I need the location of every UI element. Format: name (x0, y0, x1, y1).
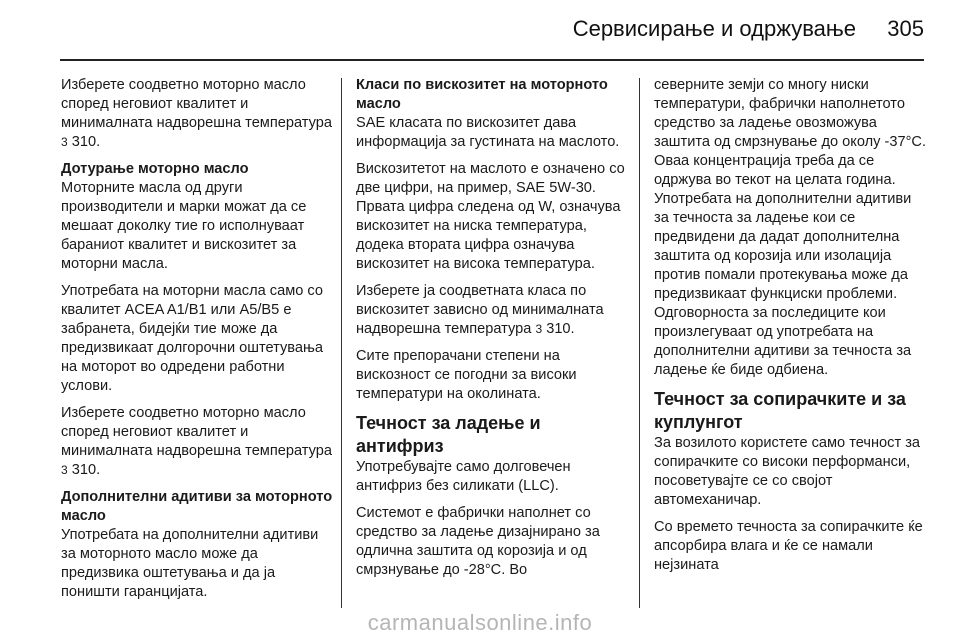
page-reference-icon: 3 (61, 135, 68, 149)
page-number: 305 (887, 16, 924, 41)
paragraph: Употребувајте само долговечен антифриз без силикати (LLC). (356, 459, 571, 494)
paragraph: SAE класата по вискозитет дава информација за густината на маслото. (356, 115, 620, 150)
paragraph: Изберете соодветно моторно масло според неговиот квалитет и минималната надворешна температура 3 310. (61, 77, 332, 150)
paragraph: Употребата на моторни масла само со квалитет ACEA A1/B1 или A5/B5 е забранета, бидејќи тие може да предизвикаат долгорочни оштетувања на моторот во одредени работни услови. (61, 283, 323, 394)
column-divider (341, 78, 342, 608)
paragraph: Сите препорачани степени на вискозност се погодни за високи температури на околината. (356, 348, 577, 402)
page-reference[interactable]: 310. (71, 462, 101, 478)
column-right (654, 76, 930, 583)
paragraph: Употребата на дополнителни адитиви за моторното масло може да предизвика оштетувања и да ја поништи гаранцијата. (61, 527, 319, 600)
page-reference[interactable]: 310. (546, 321, 575, 337)
paragraph: Моторните масла од други производители и марки можат да се мешаат доколку тие го исполнуваат бараниот квалитет и вискозитет за моторни масла. (61, 180, 307, 272)
page-header (0, 0, 960, 58)
column-middle (356, 76, 632, 588)
paragraph: За возилото користете само течност за сопирачките со високи перформанси, посоветувајте се со својот автомеханичар. (654, 435, 921, 508)
page-reference-icon: 3 (535, 322, 543, 336)
page-reference-icon: 3 (61, 463, 68, 477)
paragraph: Со времето течноста за сопирачките ќе апсорбира влага и ќе се намали нејзината (654, 519, 923, 573)
watermark: carmanualsonline.info (367, 610, 593, 635)
paragraph: северните земји со многу ниски температури, фабрички наполнетото средство за ладење овозможува заштита од смрзнување до околу -37°C. Оваа концентрација треба да се одржува во текот на целата година. (654, 77, 927, 188)
header-rule (60, 59, 924, 61)
paragraph: Системот е фабрички наполнет со средство за ладење дизајнирано за одлична заштита од корозија и од смрзнување до -28°C. Во (356, 505, 600, 578)
heading-topping-up-oil: Дотурање моторно масло (61, 161, 249, 177)
column-divider (639, 78, 640, 608)
page-reference[interactable]: 310. (71, 134, 101, 150)
paragraph: Употребата на дополнителни адитиви за течноста за ладење кои се предвидени да дадат дополнителна заштита од корозија или изолација против помали протекувања може да предизвикаат функциски проблеми. Одговорноста за последиците кои произлегуваат од употребата на дополнителни адитиви за течноста за ладење ќе биде одбиена. (654, 191, 912, 378)
column-left (61, 76, 337, 610)
heading-coolant-antifreeze: Течност за ладење и антифриз (356, 413, 541, 456)
paragraph: Изберете соодветно моторно масло според неговиот квалитет и минималната надворешна температура 3 310. (61, 405, 332, 478)
heading-viscosity-classes: Класи по вискозитет на моторното масло (356, 77, 608, 112)
paragraph: Вискозитетот на маслото е означено со две цифри, на пример, SAE 5W-30. Првата цифра следена од W, означува вискозитет на ниска температура, додека втората цифра означува вискозитет на висока температура. (356, 161, 625, 272)
heading-brake-clutch-fluid: Течност за сопирачките и за куплунгот (654, 389, 906, 432)
section-title: Сервисирање и одржување (572, 16, 856, 41)
paragraph: Изберете ја соодветната класа по вискозитет зависно од минималната надворешна температура 3 310. (356, 283, 604, 337)
heading-oil-additives: Дополнителни адитиви за моторното масло (61, 489, 333, 524)
